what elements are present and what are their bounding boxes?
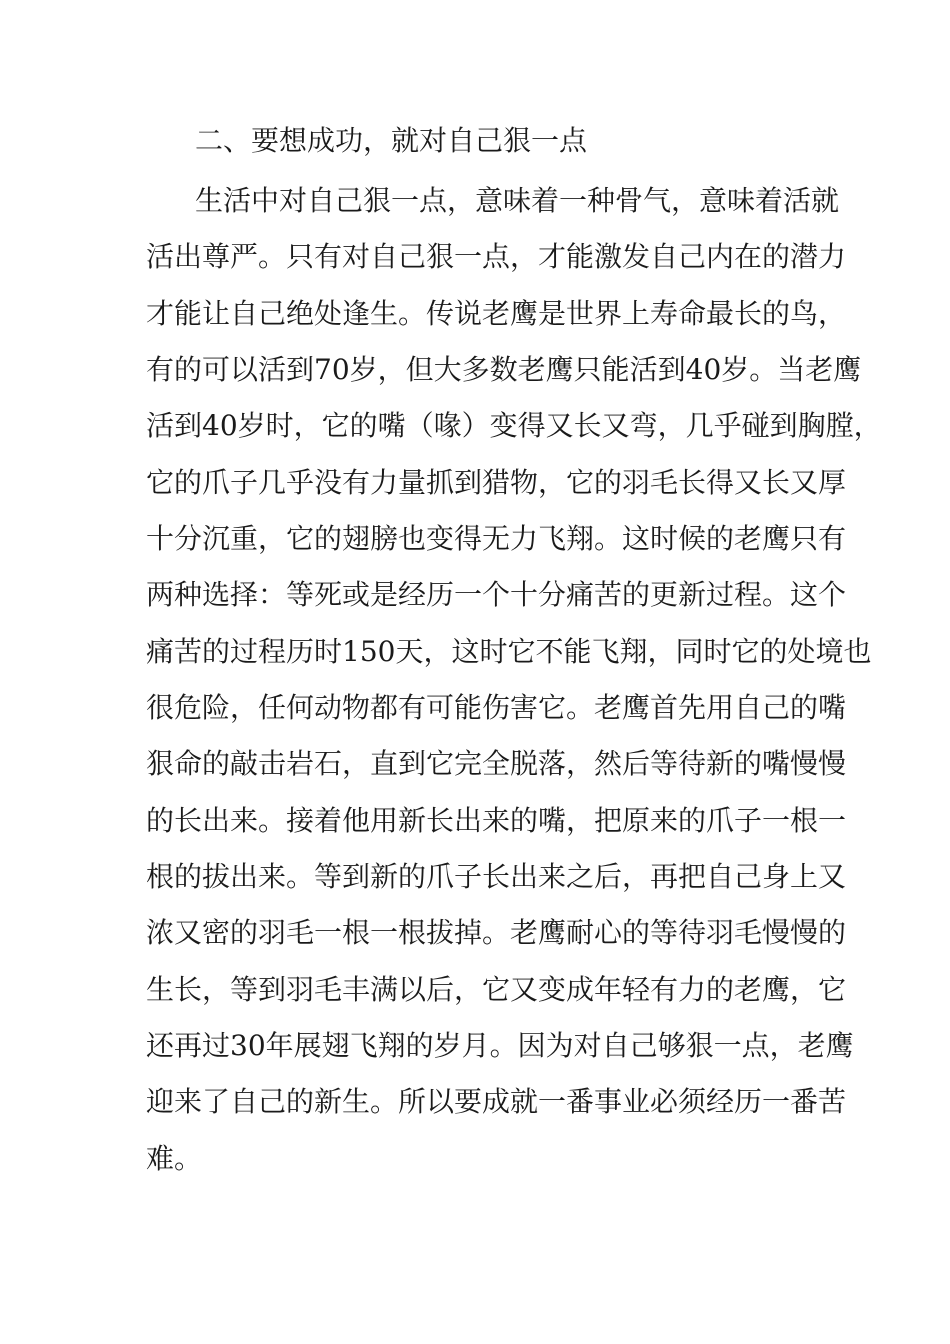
paragraph-line: 有的可以活到70岁，但大多数老鹰只能活到40岁。当老鹰 [146,353,862,386]
paragraph-line: 生活中对自己狠一点，意味着一种骨气，意味着活就 [195,184,840,217]
paragraph-line: 活到40岁时，它的嘴（喙）变得又长又弯，几乎碰到胸膛， [146,409,882,442]
paragraph-line: 很危险，任何动物都有可能伤害它。老鹰首先用自己的嘴 [146,691,847,724]
paragraph-line: 它的爪子几乎没有力量抓到猎物，它的羽毛长得又长又厚 [146,466,847,499]
paragraph-line: 根的拔出来。等到新的爪子长出来之后，再把自己身上又 [146,860,847,893]
paragraph-line: 迎来了自己的新生。所以要成就一番事业必须经历一番苦 [146,1085,847,1118]
paragraph-line: 活出尊严。只有对自己狠一点，才能激发自己内在的潜力 [146,240,847,273]
paragraph-line: 十分沉重，它的翅膀也变得无力飞翔。这时候的老鹰只有 [146,522,847,555]
paragraph-line: 才能让自己绝处逢生。传说老鹰是世界上寿命最长的鸟， [146,297,847,330]
paragraph-line: 生长，等到羽毛丰满以后，它又变成年轻有力的老鹰，它 [146,973,847,1006]
paragraph-line: 还再过30年展翅飞翔的岁月。因为对自己够狠一点，老鹰 [146,1029,854,1062]
paragraph-line: 浓又密的羽毛一根一根拔掉。老鹰耐心的等待羽毛慢慢的 [146,916,847,949]
paragraph-line: 的长出来。接着他用新长出来的嘴，把原来的爪子一根一 [146,804,847,837]
paragraph-line: 痛苦的过程历时150天，这时它不能飞翔，同时它的处境也 [146,635,872,668]
paragraph-line: 两种选择：等死或是经历一个十分痛苦的更新过程。这个 [146,578,847,611]
paragraph-line: 难。 [146,1142,203,1175]
paragraph-line: 狠命的敲击岩石，直到它完全脱落，然后等待新的嘴慢慢 [146,747,847,780]
section-heading: 二、要想成功，就对自己狠一点 [195,124,588,157]
